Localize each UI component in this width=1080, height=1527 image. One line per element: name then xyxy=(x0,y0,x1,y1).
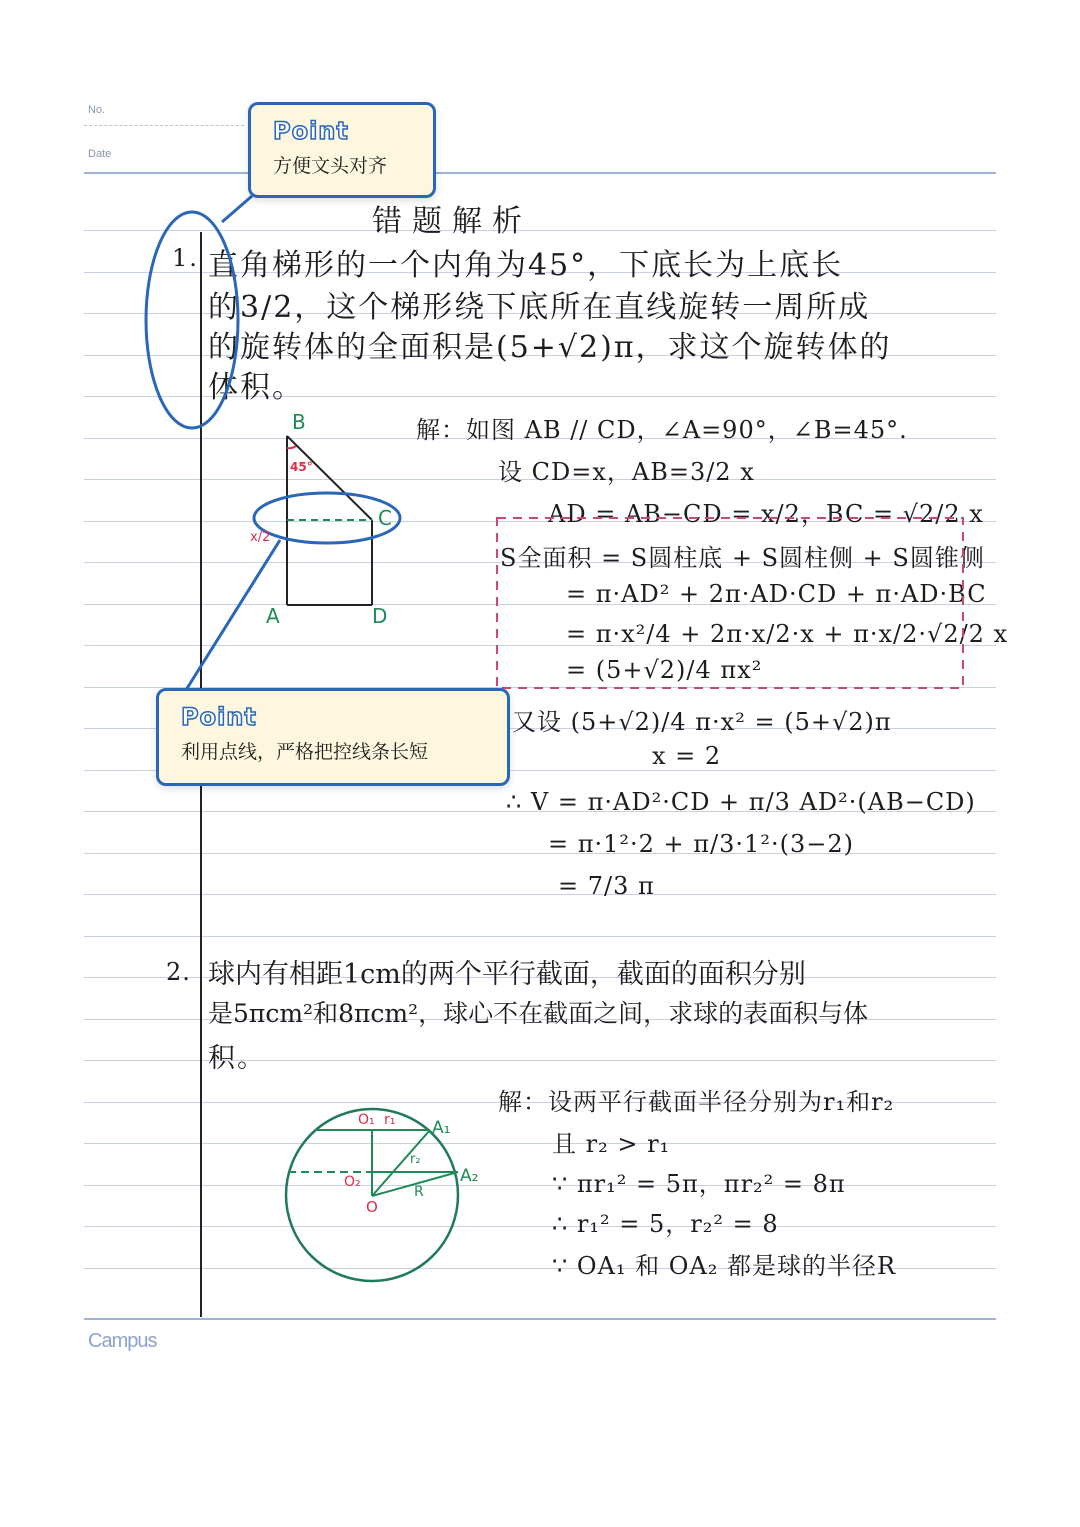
date-label: Date xyxy=(88,148,112,160)
label-R: R xyxy=(414,1184,424,1200)
p1-sol-12: = 7/3 π xyxy=(558,872,655,900)
callout-point-dotline xyxy=(156,688,510,786)
label-angle: 45° xyxy=(290,460,313,474)
p1-sol-1: 解：如图 AB // CD，∠A=90°，∠B=45°. xyxy=(416,416,908,444)
label-A1: A₁ xyxy=(432,1118,451,1138)
callout1-pointer xyxy=(222,196,252,222)
callout-point-header xyxy=(248,102,436,198)
p1-sol-11: = π·1²·2 + π/3·1²·(3−2) xyxy=(548,830,854,858)
notes-title: 错题解析 xyxy=(372,204,532,239)
problem2-number: 2. xyxy=(166,958,191,986)
label-O1: O₁ xyxy=(358,1112,375,1128)
label-A: A xyxy=(266,604,280,628)
p1-sol-3: AD = AB−CD = x/2，BC = √2/2 x xyxy=(548,500,984,528)
label-O: O xyxy=(366,1198,378,1216)
no-label: No. xyxy=(88,104,106,116)
problem1-line-1: 直角梯形的一个内角为45°，下底长为上底长 xyxy=(208,248,844,283)
problem2-line-2: 是5πcm²和8πcm²，球心不在截面之间，求球的表面积与体 xyxy=(208,999,869,1028)
p1-sol-6: = π·x²/4 + 2π·x/2·x + π·x/2·√2/2 x xyxy=(566,620,1009,648)
label-side: x/2 xyxy=(250,530,271,545)
highlight-ellipse-number xyxy=(146,212,238,428)
label-r2: r₂ xyxy=(410,1152,421,1167)
p2-sol-2: 且 r₂ > r₁ xyxy=(552,1130,671,1158)
p2-sol-3: ∵ πr₁² = 5π，πr₂² = 8π xyxy=(552,1170,846,1198)
p1-sol-2: 设 CD=x，AB=3/2 x xyxy=(498,458,755,486)
callout2-text: 利用点线，严格把控线条长短 xyxy=(181,741,429,763)
problem1-line-3: 的旋转体的全面积是(5+√2)π，求这个旋转体的 xyxy=(208,330,892,365)
p2-sol-4: ∴ r₁² = 5，r₂² = 8 xyxy=(552,1210,779,1238)
label-A2: A₂ xyxy=(460,1166,479,1186)
brand-logo: Campus xyxy=(88,1330,157,1352)
formula-dash-box xyxy=(497,518,963,688)
label-B: B xyxy=(292,410,306,434)
p1-sol-5: = π·AD² + 2π·AD·CD + π·AD·BC xyxy=(566,580,987,608)
problem2-line-1: 球内有相距1cm的两个平行截面，截面的面积分别 xyxy=(208,959,806,990)
problem1-number: 1. xyxy=(172,244,199,272)
p1-sol-4: S全面积 = S圆柱底 + S圆柱侧 + S圆锥侧 xyxy=(500,544,985,572)
label-C: C xyxy=(378,506,392,530)
problem2-line-3: 积。 xyxy=(208,1043,266,1074)
p2-sol-5: ∵ OA₁ 和 OA₂ 都是球的半径R xyxy=(552,1252,897,1280)
label-D: D xyxy=(372,604,388,628)
problem1-line-4: 体积。 xyxy=(208,370,304,405)
callout2-title: Point xyxy=(181,703,257,731)
callout1-title: Point xyxy=(273,117,349,145)
callout1-text: 方便文头对齐 xyxy=(273,155,388,177)
p1-sol-7: = (5+√2)/4 πx² xyxy=(566,656,763,684)
label-r1: r₁ xyxy=(384,1112,396,1128)
footer-rule xyxy=(84,1318,996,1320)
p1-sol-10: ∴ V = π·AD²·CD + π/3 AD²·(AB−CD) xyxy=(506,788,976,816)
label-O2: O₂ xyxy=(344,1174,361,1190)
problem1-line-2: 的3/2，这个梯形绕下底所在直线旋转一周所成 xyxy=(208,290,871,325)
p1-sol-9: x = 2 xyxy=(652,742,722,770)
p1-sol-8: 又设 (5+√2)/4 π·x² = (5+√2)π xyxy=(512,708,892,736)
p2-sol-1: 解：设两平行截面半径分别为r₁和r₂ xyxy=(498,1088,895,1116)
